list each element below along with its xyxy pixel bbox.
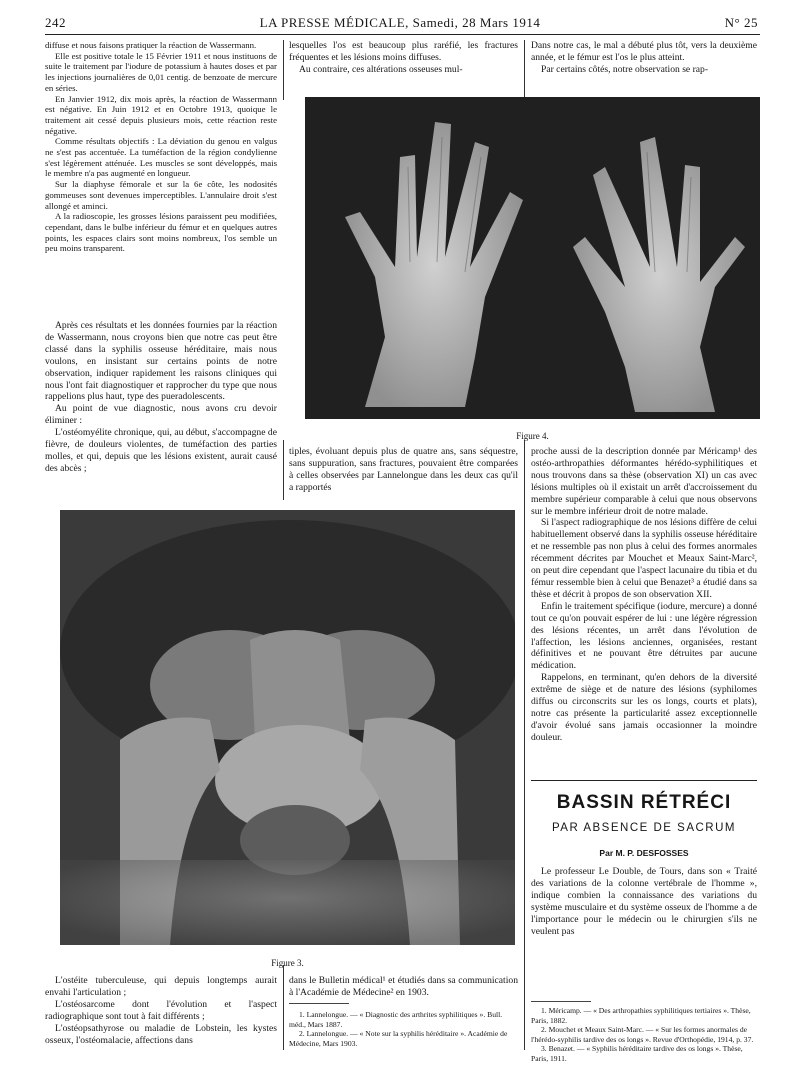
paragraph: Sur la diaphyse fémorale et sur la 6e côte, les nodosités gommeuses sont devenues imperceptibles. L'annulaire droit s'est allongé et aminci.: [45, 179, 277, 211]
bottom-left-text: [45, 975, 277, 1046]
column-rule: [283, 965, 284, 1050]
bottom-mid-text: [289, 975, 518, 999]
paragraph: proche aussi de la description donnée par Méricamp¹ des ostéo-arthropathies déformantes hérédo-syphilitiques et nous trouvons dans sa thèse (observation XI) un cas avec lésions multiples où il existait un arrêt d'accroissement du membre supérieur comparable à celui que nous observons sur le membre inférieur droit de notre malade.: [531, 446, 757, 517]
paragraph: Si l'aspect radiographique de nos lésions diffère de celui habituellement observé dans la syphilis osseuse héréditaire et ne ressemble pas non plus à celui des formes anormales récemment décrites par Mouchet et Meaux Saint-Marc², on peut dire cependant que l'aspect lacunaire du tibia et du fémur ressemble bien à celui que Benazet³ a étudié dans sa thèse et décrit à propos de son observation XII.: [531, 517, 757, 600]
column-3-top: [531, 40, 757, 76]
article-author: Par M. P. DESFOSSES: [599, 848, 689, 858]
paragraph: Après ces résultats et les données fournies par la réaction de Wassermann, nous croyons bien que notre cas peut être classé dans la syphilis osseuse héréditaire, mais nous voulons, en insistant sur certains points de notre observation, indiquer rapidement les raisons cliniques qui nous l'ont fait diagnostiquer et rapprocher du type que nous rappelions plus haut, type des pueradolescents.: [45, 320, 277, 403]
paragraph: A la radioscopie, les grosses lésions paraissent peu modifiées, cependant, dans le bulbe inférieur du fémur et en quelques autres points, les espaces clairs sont moins nombreux, l'os semble un peu moins transparent.: [45, 211, 277, 254]
footnote-rule: [531, 1001, 591, 1002]
article-intro: [531, 866, 757, 937]
footnotes-middle: [289, 1010, 518, 1048]
paragraph: Comme résultats objectifs : La déviation du genou en valgus ne s'est pas accentuée. La tuméfaction de la région condylienne s'est légèrement atténuée. Les muscles se sont développés, mais le membre n'a pas augmenté en longueur.: [45, 136, 277, 179]
paragraph: L'ostéomyélite chronique, qui, au début, s'accompagne de fièvre, de douleurs violentes, de tuméfaction des parties molles, et qui, depuis que les lésions existent, aurait causé des abcès ;: [45, 427, 277, 474]
column-3-discussion: [531, 446, 757, 744]
hands-xray-image: [305, 97, 760, 419]
footnotes-right: [531, 1006, 757, 1064]
page-number: 242: [45, 15, 66, 30]
paragraph: En Janvier 1912, dix mois après, la réaction de Wassermann est négative. En Juin 1912 et en Octobre 1913, quoique le traitement ait cessé depuis plusieurs mois, cette réaction reste négative.: [45, 93, 277, 136]
footnote-rule: [289, 1003, 349, 1004]
figure-4-caption: Figure 4.: [516, 431, 549, 441]
issue-number: N° 25: [724, 15, 758, 30]
paragraph: diffuse et nous faisons pratiquer la réaction de Wassermann.: [45, 40, 257, 50]
paragraph: Elle est positive totale le 15 Février 1911 et nous instituons de suite le traitement par l'iodure de potassium à hautes doses et par les injections journalières de 0,01 centig. de benzoate de mercure en séries.: [45, 50, 277, 93]
paragraph: lesquelles l'os est beaucoup plus raréfié, les fractures fréquentes et les lésions moins diffuses.: [289, 40, 518, 63]
figure-3-caption: Figure 3.: [271, 958, 304, 968]
article-subtitle: PAR ABSENCE DE SACRUM: [551, 822, 736, 834]
paragraph: Par certains côtés, notre observation se rap-: [541, 63, 709, 75]
paragraph: L'ostéite tuberculeuse, qui depuis longtemps aurait envahi l'articulation ;: [45, 975, 277, 998]
figure-3-pelvis-radiograph: [60, 510, 515, 945]
figure-4-hands-radiograph: [305, 97, 760, 419]
paragraph: Au point de vue diagnostic, nous avons cru devoir éliminer :: [45, 403, 277, 427]
column-rule: [524, 440, 525, 1050]
column-2-mid: [289, 446, 518, 494]
article-title: BASSIN RÉTRÉCI: [556, 792, 732, 813]
paragraph: Le professeur Le Double, de Tours, dans son « Traité des variations de la colonne vertébrale de l'homme », indique combien la connaissance des variations du système musculaire et du système osseux de l'homme a de l'importance pour le médecin ou le chirurgien s'ils ne veulent pas: [531, 866, 757, 937]
column-rule: [524, 40, 525, 100]
column-1-case-notes: [45, 40, 277, 254]
footnote: 1. Méricamp. — « Des arthropathies syphilitiques tertiaires ». Thèse, Paris, 1882.: [531, 1006, 751, 1025]
column-1-discussion: [45, 320, 277, 475]
footnote: 2. Mouchet et Meaux Saint-Marc. — « Sur les formes anormales de l'hérédo-syphilis tardive des os longs ». Revue d'Orthopédie, 1914, p. 37.: [531, 1025, 754, 1044]
column-rule: [283, 40, 284, 100]
header-rule: [45, 34, 760, 35]
article-rule: [531, 780, 757, 781]
paragraph: L'ostéopsathyrose ou maladie de Lobstein, les kystes osseux, l'ostéomalacie, affections dans: [45, 1022, 277, 1046]
footnote: 3. Benazet. — « Syphilis héréditaire tardive des os longs ». Thèse, Paris, 1911.: [531, 1044, 743, 1063]
paragraph: Au contraire, ces altérations osseuses mul-: [299, 63, 463, 75]
footnote: 1. Lannelongue. — « Diagnostic des arthrites syphilitiques ». Bull. méd., Mars 1887.: [289, 1010, 503, 1029]
paragraph: Enfin le traitement spécifique (iodure, mercure) a donné tout ce qu'on pouvait espérer de lui : une légère régression des lésions récentes, un arrêt dans l'évolution de l'affection, les lésions anciennes, organisées, restant définitives et ne pouvant être détruites par aucune médication.: [531, 600, 757, 672]
footnote: 2. Lannelongue. — « Note sur la syphilis héréditaire ». Académie de Médecine, Mars 1903.: [289, 1029, 508, 1048]
paragraph: Rappelons, en terminant, qu'en dehors de la diversité extrême de siège et de nature des lésions (syphilomes diffus ou circonscrits sur les os longs, courts et plats), notre cas présente la particularité assez exceptionnelle d'avoir évolué sans jamais occasionner la moindre douleur.: [531, 672, 757, 743]
paragraph: Dans notre cas, le mal a débuté plus tôt, vers la deuxième année, et le fémur est l'os le plus atteint.: [531, 40, 757, 63]
paragraph: dans le Bulletin médical¹ et étudiés dans sa communication à l'Académie de Médecine² en 1903.: [289, 975, 518, 998]
paragraph: tiples, évoluant depuis plus de quatre ans, sans séquestre, sans suppuration, sans fractures, pouvaient être comparées à celles observées par Lannelongue dans les deux cas qu'il a rapportés: [289, 446, 518, 493]
paragraph: L'ostéosarcome dont l'évolution et l'aspect radiographique sont tout à fait différents ;: [45, 998, 277, 1022]
column-rule: [283, 440, 284, 500]
pelvis-xray-image: [60, 510, 515, 945]
journal-header: LA PRESSE MÉDICALE, Samedi, 28 Mars 1914: [259, 15, 541, 30]
column-2-top: [289, 40, 518, 76]
